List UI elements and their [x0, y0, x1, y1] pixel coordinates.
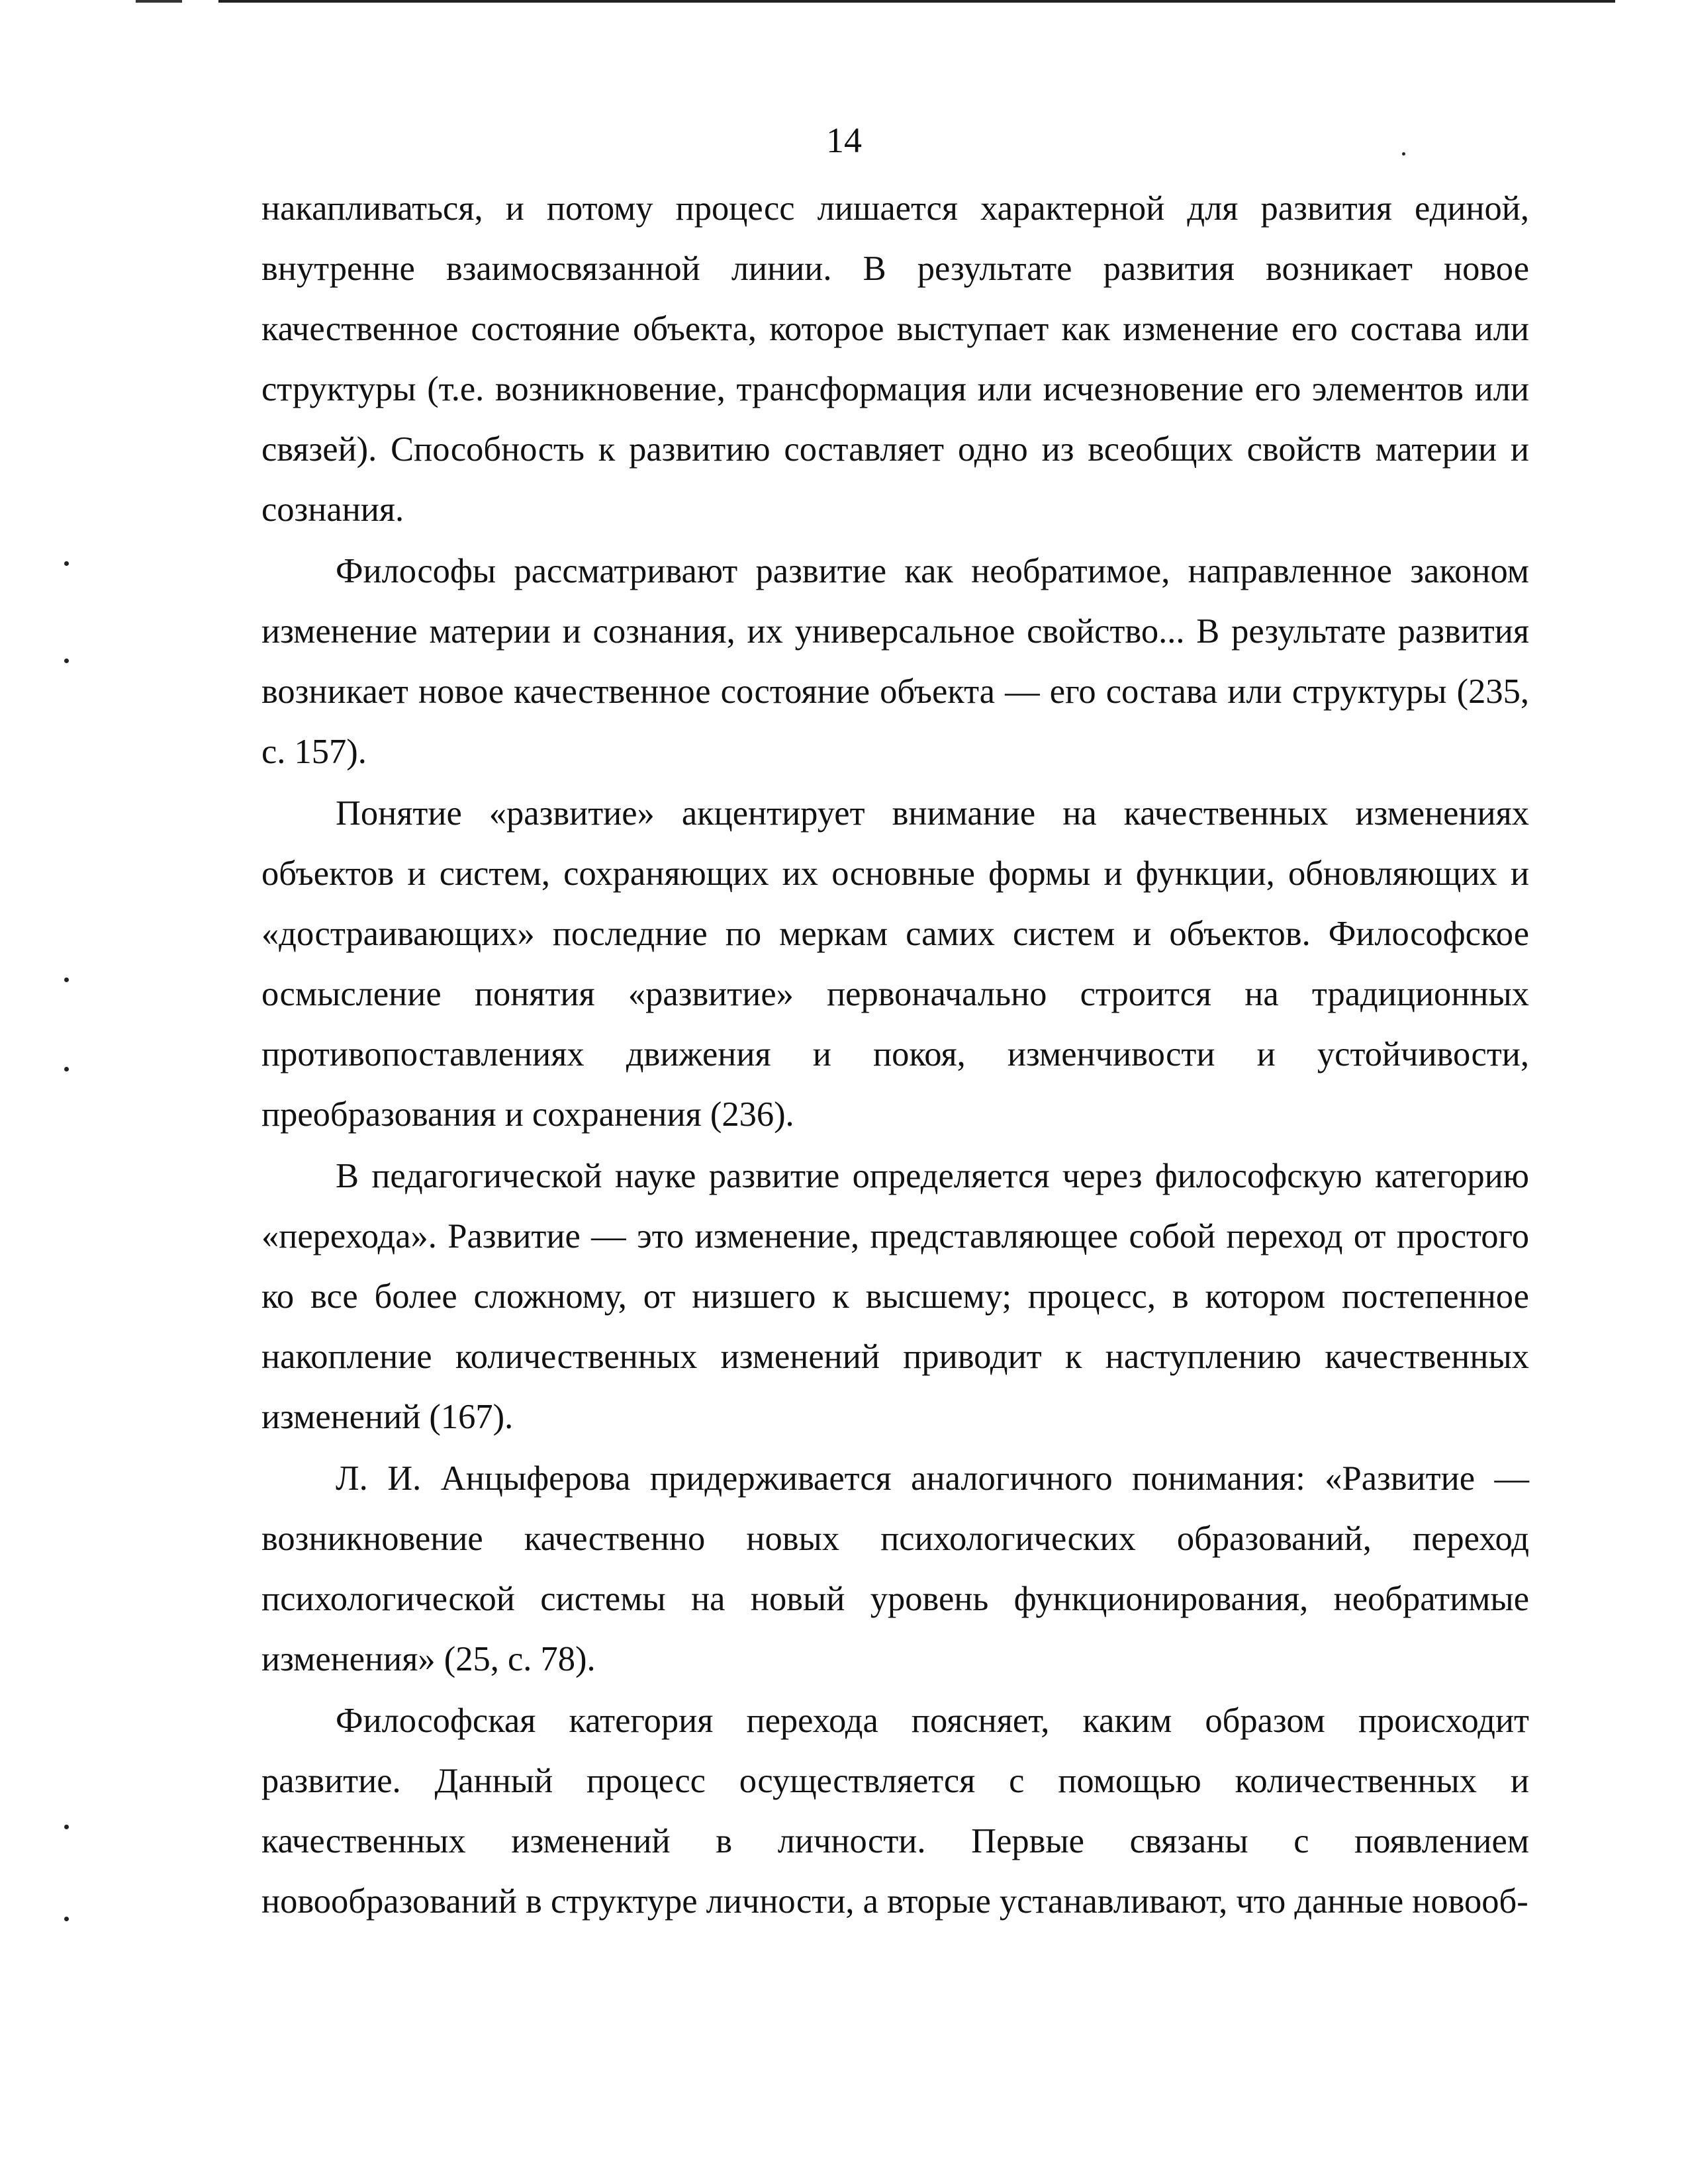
- top-rule: [218, 0, 1615, 3]
- body-text: [261, 179, 1529, 1932]
- margin-dot: [64, 561, 69, 566]
- page-number: 14: [826, 120, 862, 160]
- paragraph: В педагогической науке развитие определяется через философскую категорию «перехода». Развитие — это изменение, представляющее собой переход от простого ко все более сложному, от низшего к высшему; процесс, в котором постепенное накопление количественных изменений приводит к наступлению качественных изменений (167).: [261, 1157, 1529, 1436]
- paragraph-continuation: накапливаться, и потому процесс лишается характерной для развития единой, внутренне взаимосвязанной линии. В результате развития возникает новое качественное состояние объекта, которое выступает как изменение его состава или структуры (т.е. возникновение, трансформация или исчезновение его элементов или связей). Способность к развитию составляет одно из всеобщих свойств материи и сознания.: [261, 189, 1529, 529]
- margin-dot: [64, 659, 69, 663]
- paragraph: Философская категория перехода поясняет, каким образом происходит развитие. Данный процесс осуществляется с помощью количественных и качественных изменений в личности. Первые связаны с появлением новообразований в структуре личности, а вторые устанавливают, что данные новооб-: [261, 1702, 1529, 1921]
- top-edge-mark: [136, 0, 182, 3]
- paragraph: Л. И. Анцыферова придерживается аналогичного понимания: «Развитие — возникновение качественно новых психологических образований, переход психологической системы на новый уровень функционирования, необратимые изменения» (25, с. 78).: [261, 1459, 1529, 1678]
- margin-dot: [64, 1825, 69, 1829]
- margin-dot: [64, 978, 69, 982]
- margin-dot: [64, 1917, 69, 1921]
- margin-dot: [64, 1067, 69, 1071]
- paragraph: Философы рассматривают развитие как необратимое, направленное законом изменение материи и сознания, их универсальное свойство... В результате развития возникает новое качественное состояние объекта — его состава или структуры (235, с. 157).: [261, 552, 1529, 771]
- paragraph: Понятие «развитие» акцентирует внимание на качественных изменениях объектов и систем, сохраняющих их основные формы и функции, обновляющих и «достраивающих» последние по меркам самих систем и объектов. Философское осмысление понятия «развитие» первоначально строится на традиционных противопоставлениях движения и покоя, изменчивости и устойчивости, преобразования и сохранения (236).: [261, 794, 1529, 1134]
